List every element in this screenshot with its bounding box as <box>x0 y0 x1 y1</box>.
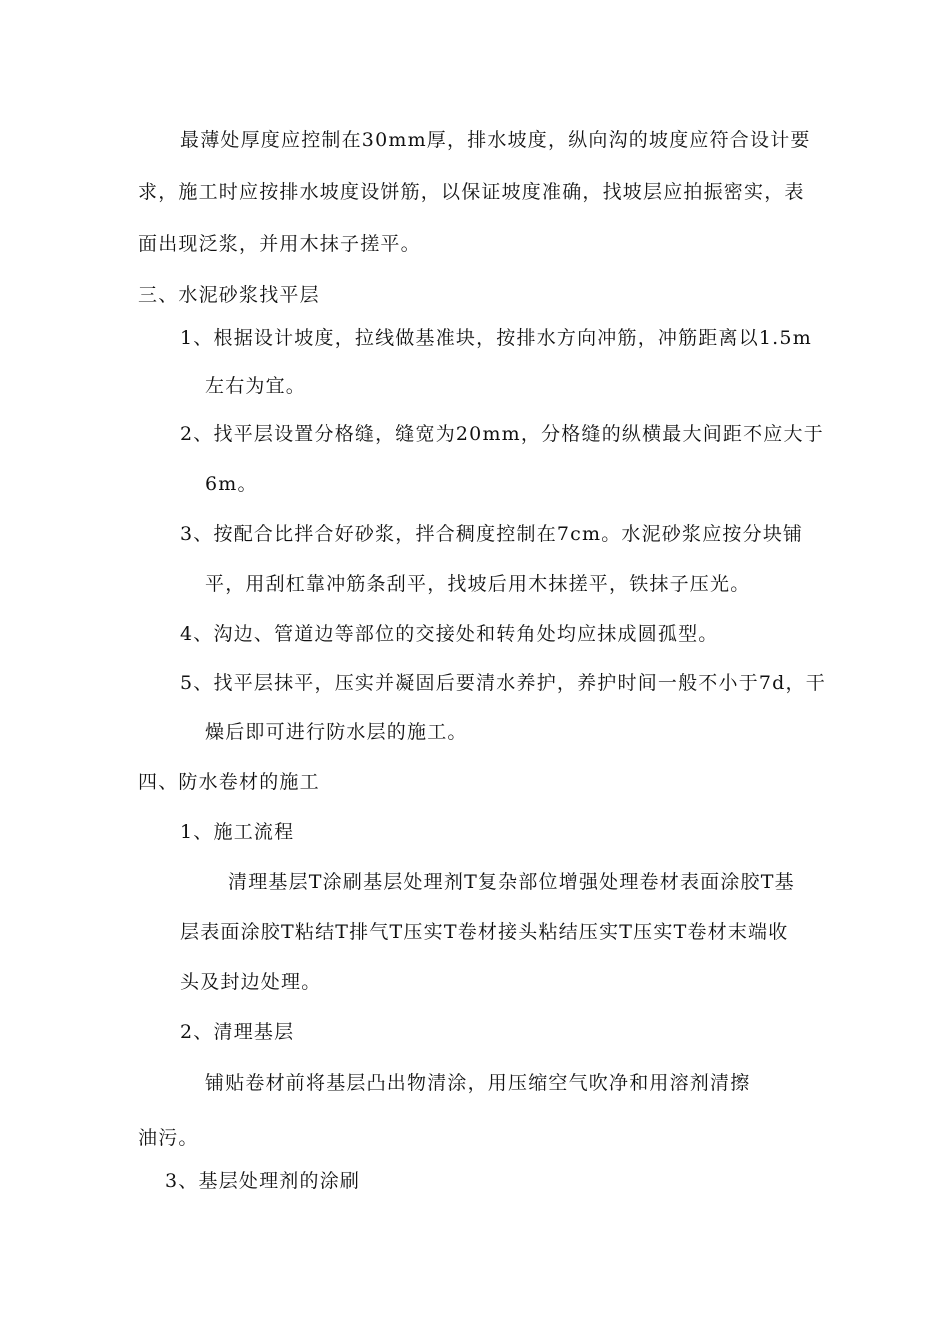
list-item-2-line-1: 2、找平层设置分格缝，缝宽为20mm，分格缝的纵横最大间距不应大于 <box>180 423 824 445</box>
section-heading-4: 四、防水卷材的施工 <box>138 771 320 793</box>
clean-base-line-1: 铺贴卷材前将基层凸出物清涂，用压缩空气吹净和用溶剂清擦 <box>205 1072 751 1094</box>
flow-line-2: 层表面涂胶T粘结T排气T压实T卷材接头粘结压实T压实T卷材末端收 <box>180 921 789 943</box>
flow-line-3: 头及封边处理。 <box>180 971 322 993</box>
list-item-2-line-2: 6m。 <box>205 473 258 495</box>
flow-line-1: 清理基层T涂刷基层处理剂T复杂部位增强处理卷材表面涂胶T基 <box>228 871 795 893</box>
subheading-clean-base: 2、清理基层 <box>180 1021 295 1043</box>
subheading-primer: 3、基层处理剂的涂刷 <box>165 1170 361 1192</box>
paragraph-line-1: 最薄处厚度应控制在30mm厚，排水坡度，纵向沟的坡度应符合设计要 <box>180 129 811 151</box>
list-item-1-line-1: 1、根据设计坡度，拉线做基准块，按排水方向冲筋，冲筋距离以1.5m <box>180 327 812 349</box>
paragraph-line-3: 面出现泛浆，并用木抹子搓平。 <box>138 233 421 255</box>
section-heading-3: 三、水泥砂浆找平层 <box>138 284 320 306</box>
list-item-4: 4、沟边、管道边等部位的交接处和转角处均应抹成圆孤型。 <box>180 623 719 645</box>
paragraph-line-2: 求，施工时应按排水坡度设饼筋，以保证坡度准确，找坡层应拍振密实，表 <box>138 181 805 203</box>
list-item-3-line-2: 平，用刮杠靠冲筋条刮平，找坡后用木抹搓平，铁抹子压光。 <box>205 573 751 595</box>
list-item-1-line-2: 左右为宜。 <box>205 375 307 397</box>
list-item-5-line-2: 燥后即可进行防水层的施工。 <box>205 721 468 743</box>
clean-base-line-2: 油污。 <box>138 1127 199 1149</box>
subheading-construction-flow: 1、施工流程 <box>180 821 295 843</box>
list-item-5-line-1: 5、找平层抹平，压实并凝固后要清水养护，养护时间一般不小于7d，干 <box>180 672 826 694</box>
list-item-3-line-1: 3、按配合比拌合好砂浆，拌合稠度控制在7cm。水泥砂浆应按分块铺 <box>180 523 804 545</box>
